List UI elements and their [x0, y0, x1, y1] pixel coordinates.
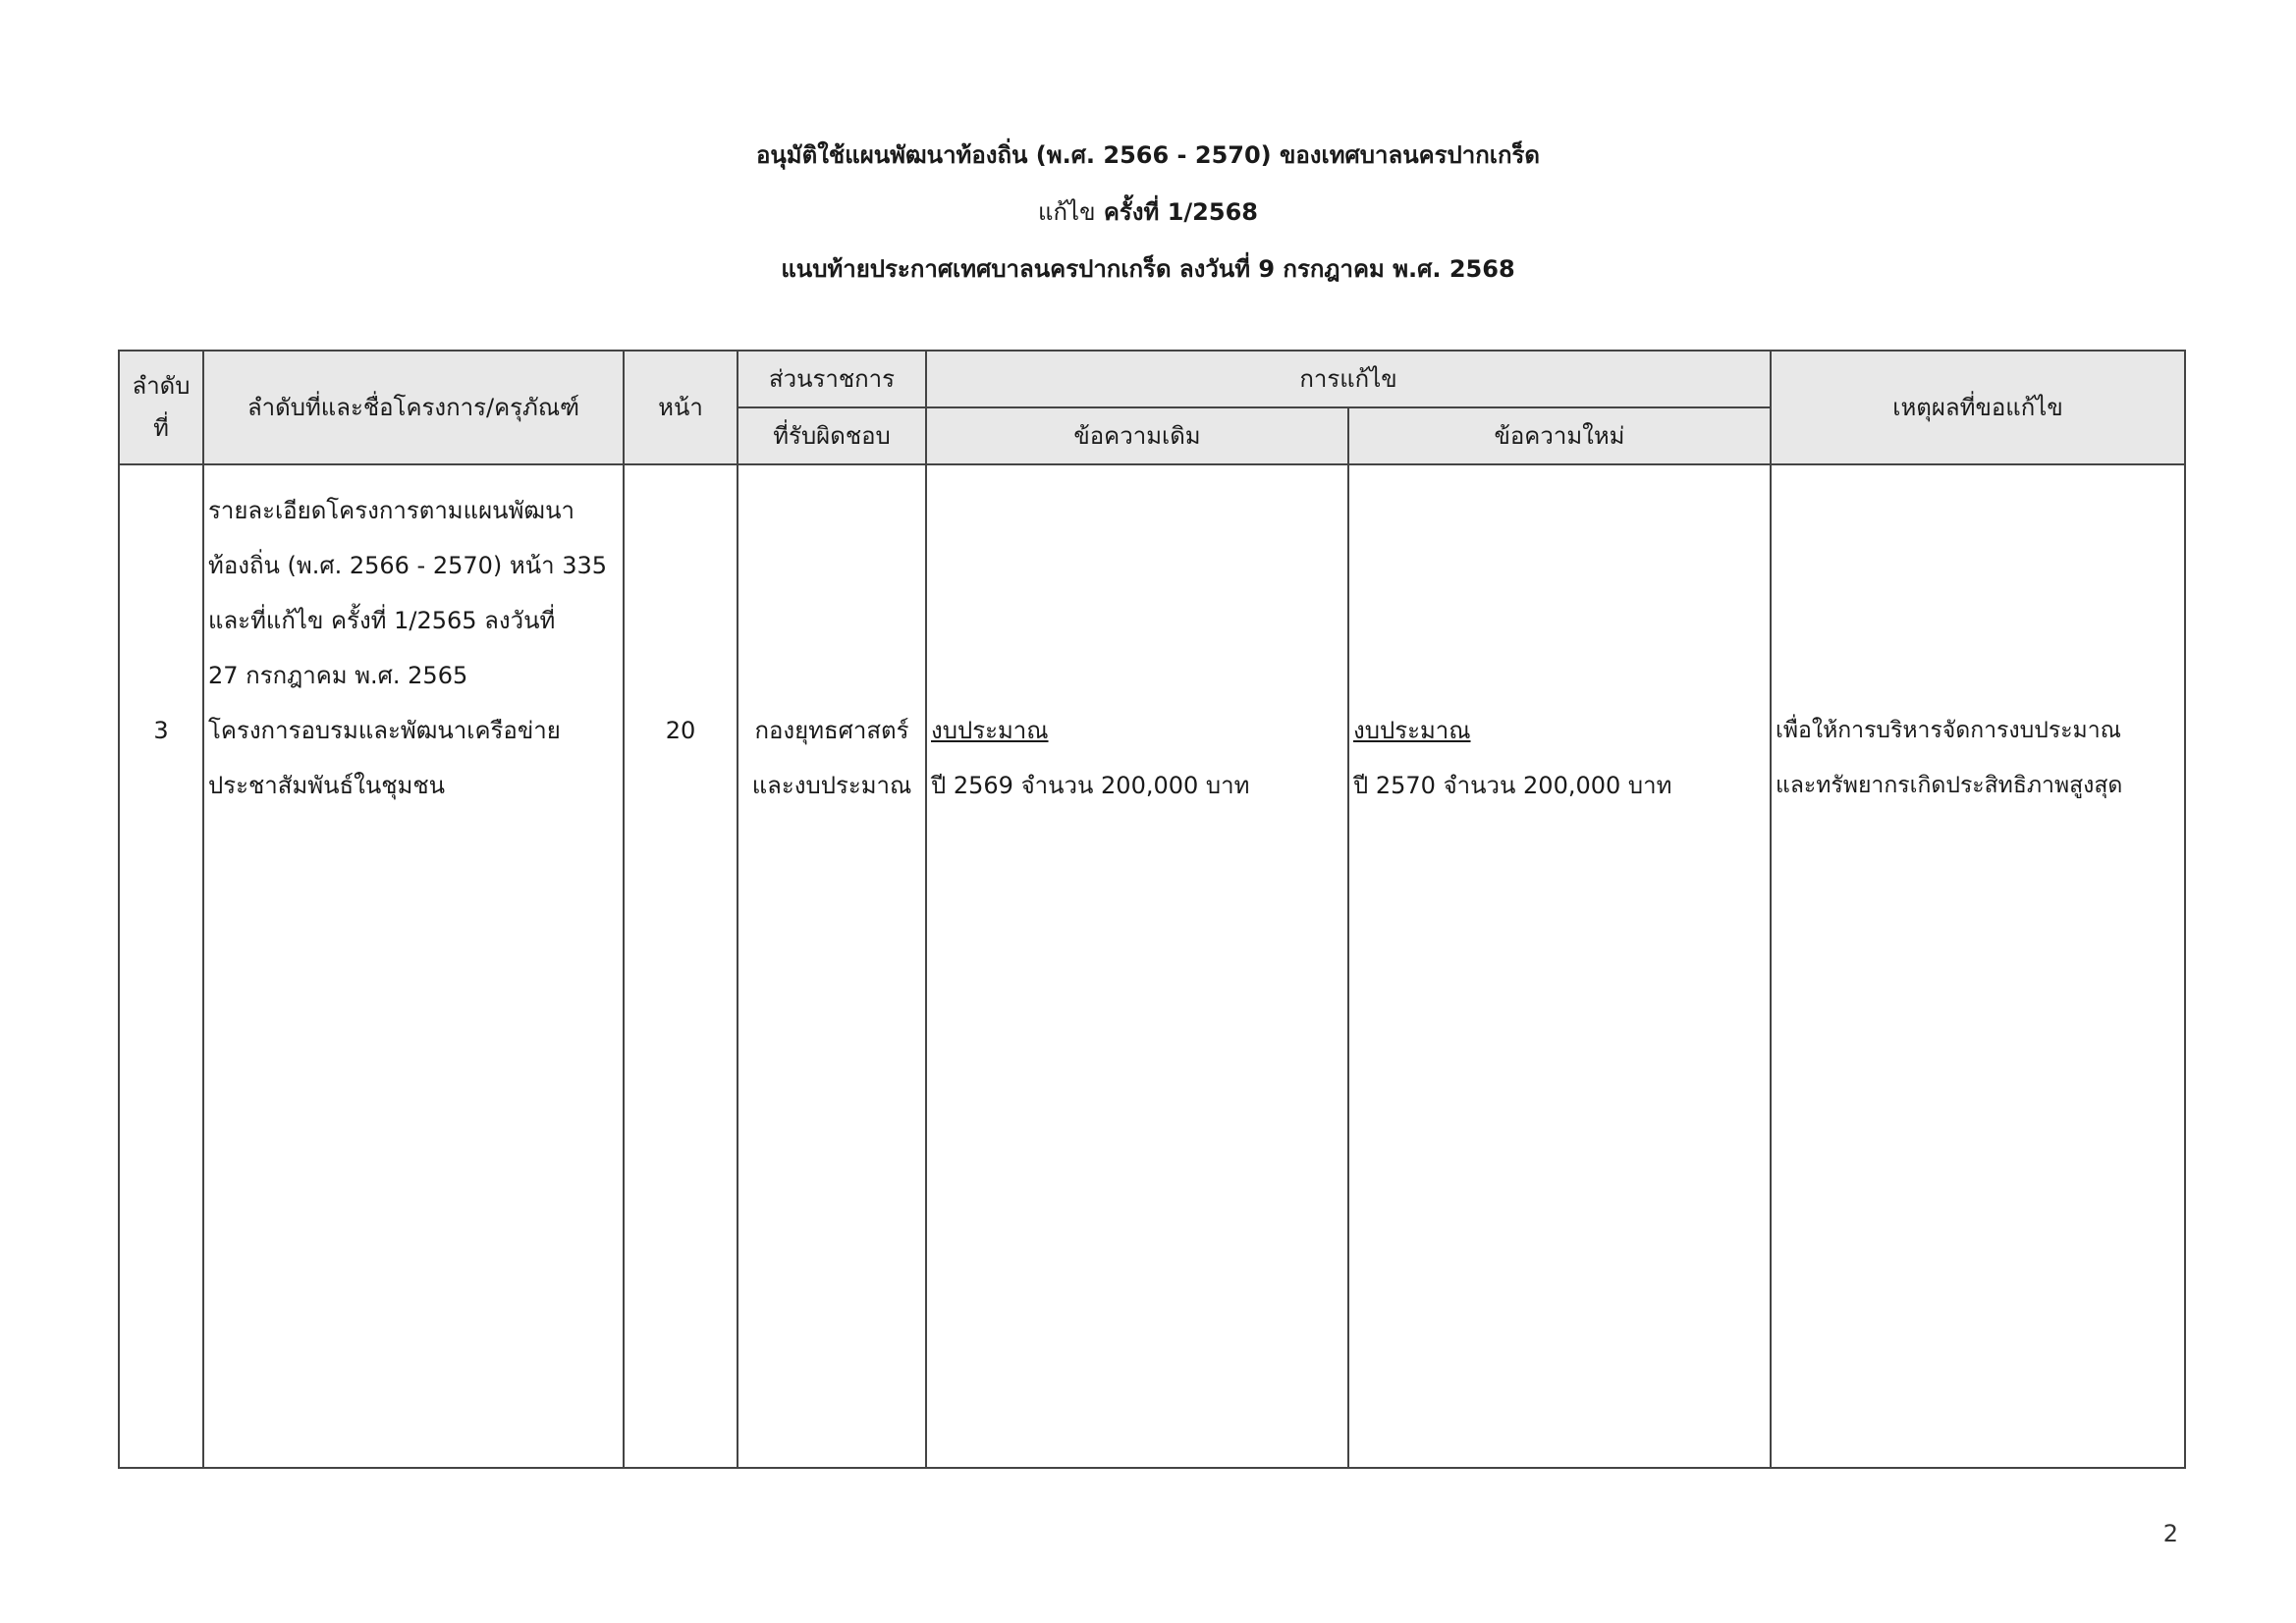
reason-line1: เพื่อให้การบริหารจัดการงบประมาณ — [1776, 718, 2121, 743]
new-budget-value: ปี 2570 จำนวน 200,000 บาท — [1353, 772, 1672, 799]
reason-line2: และทรัพยากรเกิดประสิทธิภาพสูงสุด — [1776, 773, 2123, 798]
amendment-table — [118, 350, 2186, 1469]
new-budget-label: งบประมาณ — [1353, 717, 1471, 744]
header-reason: เหตุผลที่ขอแก้ไข — [1771, 351, 2185, 464]
project-line: ประชาสัมพันธ์ในชุมชน — [208, 772, 446, 799]
header-project: ลำดับที่และชื่อโครงการ/ครุภัณฑ์ — [203, 351, 624, 464]
header-page: หน้า — [624, 351, 738, 464]
header-order-line1: ลำดับ — [132, 372, 191, 401]
cell-old-text — [926, 464, 1348, 1468]
cell-page — [624, 464, 738, 1468]
header-new-text: ข้อความใหม่ — [1348, 407, 1771, 464]
order-value: 3 — [153, 717, 169, 744]
cell-order — [119, 464, 203, 1468]
page-number: 2 — [2162, 1520, 2178, 1547]
table-row — [119, 464, 2185, 1468]
header-order-line2: ที่ — [153, 414, 169, 442]
project-line: และที่แก้ไข ครั้งที่ 1/2565 ลงวันที่ — [208, 607, 556, 634]
page-value: 20 — [665, 717, 696, 744]
old-budget-value: ปี 2569 จำนวน 200,000 บาท — [931, 772, 1250, 799]
project-line: รายละเอียดโครงการตามแผนพัฒนา — [208, 497, 574, 524]
header-order — [119, 351, 203, 464]
old-budget-label: งบประมาณ — [931, 717, 1049, 744]
subtitle-prefix: แก้ไข — [1038, 198, 1096, 226]
cell-project — [203, 464, 624, 1468]
doc-attachment-line: แนบท้ายประกาศเทศบาลนครปากเกร็ด ลงวันที่ 9 กรกฎาคม พ.ศ. 2568 — [781, 255, 1515, 283]
cell-reason — [1771, 464, 2185, 1468]
cell-dept — [738, 464, 926, 1468]
dept-line2: และงบประมาณ — [751, 772, 912, 799]
header-amendment: การแก้ไข — [926, 351, 1771, 407]
dept-line1: กองยุทธศาสตร์ — [754, 717, 909, 744]
header-dept-line2: ที่รับผิดชอบ — [738, 407, 926, 464]
project-line: 27 กรกฎาคม พ.ศ. 2565 — [208, 662, 468, 689]
cell-new-text — [1348, 464, 1771, 1468]
doc-subtitle — [0, 192, 2296, 231]
header-old-text: ข้อความเดิม — [926, 407, 1348, 464]
subtitle-revision: ครั้งที่ 1/2568 — [1103, 198, 1258, 226]
project-line: โครงการอบรมและพัฒนาเครือข่าย — [208, 717, 561, 744]
project-line: ท้องถิ่น (พ.ศ. 2566 - 2570) หน้า 335 — [208, 552, 608, 579]
doc-title: อนุมัติใช้แผนพัฒนาท้องถิ่น (พ.ศ. 2566 - 2570) ของเทศบาลนครปากเกร็ด — [755, 141, 1541, 169]
header-dept-line1: ส่วนราชการ — [738, 351, 926, 407]
